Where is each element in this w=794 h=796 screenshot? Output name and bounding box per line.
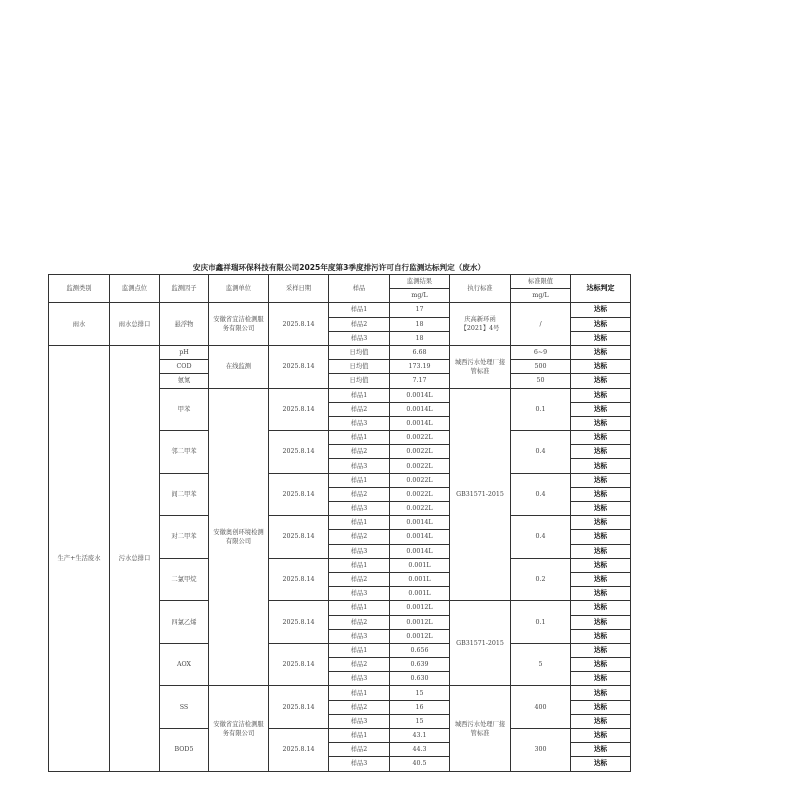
result-cell: 6.68	[390, 345, 450, 359]
judgment-cell: 达标	[571, 345, 631, 359]
result-cell: 0.001L	[390, 572, 450, 586]
sample-cell: 样品3	[329, 629, 390, 643]
judgment-cell: 达标	[571, 757, 631, 771]
judgment-cell: 达标	[571, 473, 631, 487]
judgment-cell: 达标	[571, 530, 631, 544]
judgment-cell: 达标	[571, 416, 631, 430]
judgment-cell: 达标	[571, 643, 631, 657]
limit-cell: 0.4	[511, 431, 571, 474]
limit-cell: 0.1	[511, 388, 571, 431]
unit-cell: 安徽奥创环境检测有限公司	[209, 388, 269, 686]
sample-cell: 样品1	[329, 686, 390, 700]
sample-cell: 样品1	[329, 601, 390, 615]
sample-cell: 样品3	[329, 757, 390, 771]
sample-cell: 样品3	[329, 331, 390, 345]
sample-cell: 样品1	[329, 558, 390, 572]
limit-cell: 5	[511, 643, 571, 686]
judgment-cell: 达标	[571, 544, 631, 558]
limit-cell: 0.4	[511, 516, 571, 559]
sample-cell: 样品1	[329, 388, 390, 402]
result-cell: 0.0012L	[390, 629, 450, 643]
document-title: 安庆市鑫祥瑞环保科技有限公司2025年度第3季度排污许可自行监测达标判定（废水）	[192, 263, 486, 272]
sample-cell: 日均值	[329, 360, 390, 374]
result-cell: 0.656	[390, 643, 450, 657]
sample-cell: 样品2	[329, 658, 390, 672]
table-row	[49, 303, 631, 317]
limit-cell: 0.4	[511, 473, 571, 516]
sample-cell: 日均值	[329, 345, 390, 359]
judgment-cell: 达标	[571, 502, 631, 516]
header-limit-unit: mg/L	[511, 289, 571, 303]
factor-cell: 二氯甲烷	[160, 558, 209, 601]
sample-cell: 样品2	[329, 445, 390, 459]
judgment-cell: 达标	[571, 658, 631, 672]
date-cell: 2025.8.14	[269, 729, 329, 772]
result-cell: 0.0022L	[390, 445, 450, 459]
result-cell: 18	[390, 331, 450, 345]
result-cell: 44.3	[390, 743, 450, 757]
date-cell: 2025.8.14	[269, 388, 329, 431]
result-cell: 0.0022L	[390, 459, 450, 473]
result-cell: 7.17	[390, 374, 450, 388]
sample-cell: 样品1	[329, 516, 390, 530]
factor-cell: 对二甲苯	[160, 516, 209, 559]
sample-cell: 样品3	[329, 587, 390, 601]
judgment-cell: 达标	[571, 360, 631, 374]
sample-cell: 样品2	[329, 487, 390, 501]
judgment-cell: 达标	[571, 587, 631, 601]
judgment-cell: 达标	[571, 317, 631, 331]
result-cell: 17	[390, 303, 450, 317]
sample-cell: 样品3	[329, 544, 390, 558]
factor-cell: COD	[160, 360, 209, 374]
result-cell: 0.0012L	[390, 615, 450, 629]
sample-cell: 日均值	[329, 374, 390, 388]
standard-cell: GB31571-2015	[450, 601, 511, 686]
judgment-cell: 达标	[571, 558, 631, 572]
result-cell: 0.0014L	[390, 416, 450, 430]
standard-cell: 庆高新环函【2021】4号	[450, 303, 511, 346]
date-cell: 2025.8.14	[269, 473, 329, 516]
judgment-cell: 达标	[571, 572, 631, 586]
judgment-cell: 达标	[571, 431, 631, 445]
date-cell: 2025.8.14	[269, 303, 329, 346]
limit-cell: 500	[511, 360, 571, 374]
category-cell: 生产+生活废水	[49, 345, 110, 771]
result-cell: 16	[390, 700, 450, 714]
header-sample: 样品	[329, 275, 390, 303]
sample-cell: 样品2	[329, 615, 390, 629]
factor-cell: 间二甲苯	[160, 473, 209, 516]
sample-cell: 样品3	[329, 714, 390, 728]
result-cell: 0.639	[390, 658, 450, 672]
judgment-cell: 达标	[571, 459, 631, 473]
limit-cell: 0.1	[511, 601, 571, 644]
result-cell: 0.0022L	[390, 502, 450, 516]
judgment-cell: 达标	[571, 374, 631, 388]
judgment-cell: 达标	[571, 700, 631, 714]
header-result-unit: mg/L	[390, 289, 450, 303]
header-date: 采样日期	[269, 275, 329, 303]
category-cell: 雨水	[49, 303, 110, 346]
limit-cell: 400	[511, 686, 571, 729]
result-cell: 0.0022L	[390, 487, 450, 501]
date-cell: 2025.8.14	[269, 345, 329, 388]
header-unit: 监测单位	[209, 275, 269, 303]
header-point: 监测点位	[110, 275, 160, 303]
judgment-cell: 达标	[571, 331, 631, 345]
limit-cell: 6~9	[511, 345, 571, 359]
result-cell: 0.0014L	[390, 544, 450, 558]
judgment-cell: 达标	[571, 672, 631, 686]
date-cell: 2025.8.14	[269, 516, 329, 559]
limit-cell: 300	[511, 729, 571, 772]
point-cell: 污水总排口	[110, 345, 160, 771]
sample-cell: 样品2	[329, 530, 390, 544]
judgment-cell: 达标	[571, 729, 631, 743]
sample-cell: 样品1	[329, 431, 390, 445]
sample-cell: 样品3	[329, 459, 390, 473]
sample-cell: 样品3	[329, 416, 390, 430]
result-cell: 173.19	[390, 360, 450, 374]
standard-cell: GB31571-2015	[450, 388, 511, 601]
unit-cell: 安徽省宜洁检测服务有限公司	[209, 303, 269, 346]
result-cell: 0.001L	[390, 558, 450, 572]
result-cell: 18	[390, 317, 450, 331]
limit-cell: 50	[511, 374, 571, 388]
factor-cell: 氨氮	[160, 374, 209, 388]
unit-cell: 在线监测	[209, 345, 269, 388]
result-cell: 0.0014L	[390, 388, 450, 402]
factor-cell: 四氯乙烯	[160, 601, 209, 644]
date-cell: 2025.8.14	[269, 686, 329, 729]
date-cell: 2025.8.14	[269, 601, 329, 644]
factor-cell: 悬浮物	[160, 303, 209, 346]
sample-cell: 样品2	[329, 743, 390, 757]
judgment-cell: 达标	[571, 516, 631, 530]
factor-cell: 邻二甲苯	[160, 431, 209, 474]
table-body	[49, 303, 631, 771]
judgment-cell: 达标	[571, 388, 631, 402]
header-category: 监测类别	[49, 275, 110, 303]
factor-cell: SS	[160, 686, 209, 729]
limit-cell: 0.2	[511, 558, 571, 601]
sample-cell: 样品2	[329, 700, 390, 714]
sample-cell: 样品1	[329, 729, 390, 743]
result-cell: 0.630	[390, 672, 450, 686]
judgment-cell: 达标	[571, 487, 631, 501]
limit-cell: /	[511, 303, 571, 346]
result-cell: 0.0012L	[390, 601, 450, 615]
judgment-cell: 达标	[571, 629, 631, 643]
sample-cell: 样品1	[329, 473, 390, 487]
judgment-cell: 达标	[571, 303, 631, 317]
monitoring-table	[48, 274, 631, 772]
judgment-cell: 达标	[571, 615, 631, 629]
header-standard: 执行标准	[450, 275, 511, 303]
sample-cell: 样品3	[329, 502, 390, 516]
sample-cell: 样品2	[329, 317, 390, 331]
result-cell: 0.0014L	[390, 402, 450, 416]
judgment-cell: 达标	[571, 743, 631, 757]
standard-cell: 城西污水处理厂接管标准	[450, 686, 511, 771]
judgment-cell: 达标	[571, 601, 631, 615]
date-cell: 2025.8.14	[269, 643, 329, 686]
sample-cell: 样品1	[329, 643, 390, 657]
unit-cell: 安徽省宜洁检测服务有限公司	[209, 686, 269, 771]
result-cell: 0.0014L	[390, 530, 450, 544]
factor-cell: 甲苯	[160, 388, 209, 431]
result-cell: 0.0022L	[390, 431, 450, 445]
result-cell: 15	[390, 714, 450, 728]
date-cell: 2025.8.14	[269, 558, 329, 601]
judgment-cell: 达标	[571, 686, 631, 700]
judgment-cell: 达标	[571, 714, 631, 728]
header-factor: 监测因子	[160, 275, 209, 303]
judgment-cell: 达标	[571, 445, 631, 459]
result-cell: 0.0022L	[390, 473, 450, 487]
header-limit: 标准限值	[511, 275, 571, 289]
date-cell: 2025.8.14	[269, 431, 329, 474]
sample-cell: 样品2	[329, 402, 390, 416]
point-cell: 雨水总排口	[110, 303, 160, 346]
result-cell: 0.001L	[390, 587, 450, 601]
header-judgment: 达标判定	[571, 275, 631, 303]
result-cell: 43.1	[390, 729, 450, 743]
result-cell: 40.5	[390, 757, 450, 771]
standard-cell: 城西污水处理厂接管标准	[450, 345, 511, 388]
factor-cell: AOX	[160, 643, 209, 686]
sample-cell: 样品1	[329, 303, 390, 317]
factor-cell: BOD5	[160, 729, 209, 772]
sample-cell: 样品2	[329, 572, 390, 586]
factor-cell: pH	[160, 345, 209, 359]
result-cell: 15	[390, 686, 450, 700]
result-cell: 0.0014L	[390, 516, 450, 530]
sample-cell: 样品3	[329, 672, 390, 686]
header-result: 监测结果	[390, 275, 450, 289]
judgment-cell: 达标	[571, 402, 631, 416]
table-row	[49, 345, 631, 359]
